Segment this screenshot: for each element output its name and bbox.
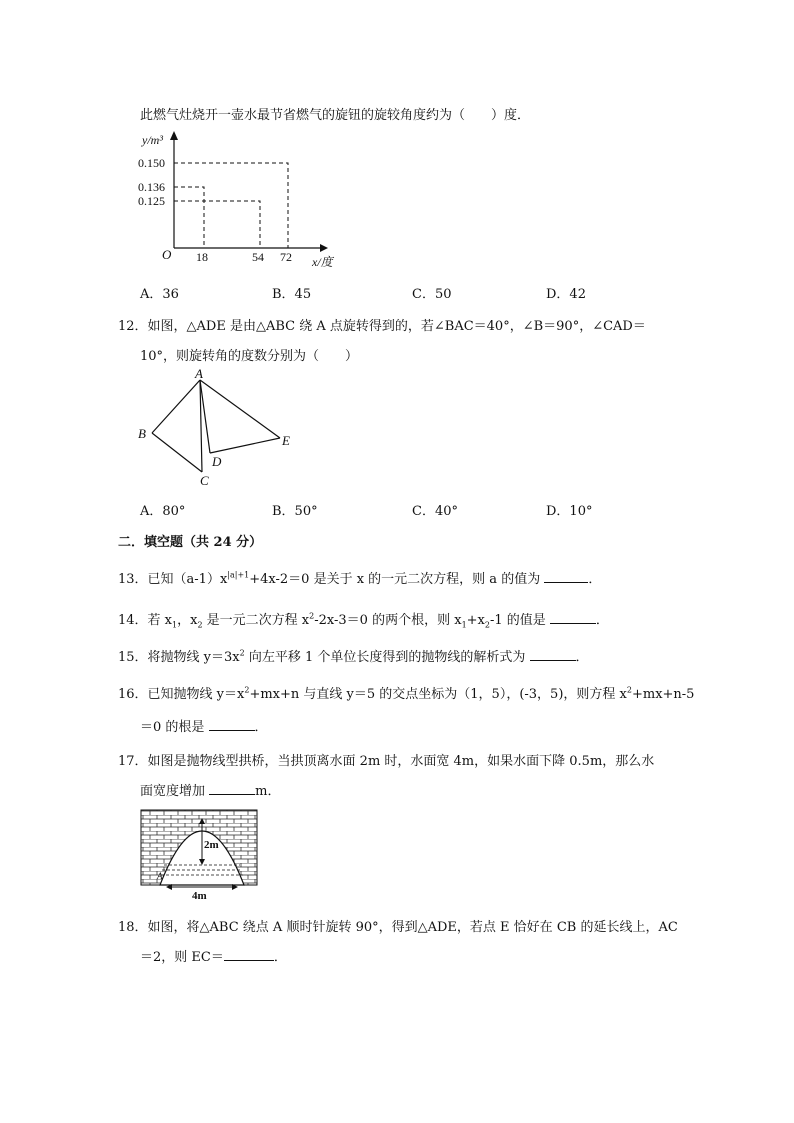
q17-text: 面宽度增加 xyxy=(140,784,206,799)
q15-text: 15．将抛物线 y＝3x xyxy=(118,650,240,665)
option-d[interactable]: D．42 xyxy=(546,287,586,302)
q16-line2 xyxy=(140,716,268,735)
option-b[interactable]: B．45 xyxy=(272,287,312,302)
q13-end: ． xyxy=(588,572,602,587)
q14 xyxy=(118,609,609,630)
point-a-label: A xyxy=(157,871,163,881)
option-c[interactable]: C．50 xyxy=(412,287,452,302)
section-title: 二．填空题（共 24 分） xyxy=(118,535,263,550)
option-c[interactable]: C．40° xyxy=(412,504,458,519)
q12-figure xyxy=(130,365,310,490)
guide-72 xyxy=(174,163,288,248)
point-e-label: E xyxy=(282,433,290,448)
q15-end: ． xyxy=(575,650,589,665)
option-a[interactable]: A．36 xyxy=(140,287,179,302)
y-axis-label: y/m³ xyxy=(142,133,163,147)
segment-de xyxy=(210,438,280,453)
segment-ae xyxy=(200,380,280,438)
q14-answer-blank[interactable] xyxy=(550,610,596,624)
q18-line1: 18．如图，将△ABC 绕点 A 顺时针旋转 90°，得到△ADE，若点 E 恰好在 CB 的延长线上，AC xyxy=(118,920,678,935)
q14-end: ． xyxy=(595,613,609,628)
q14-sup: 2 xyxy=(309,611,315,621)
q17-line1: 17．如图是抛物线型拱桥，当拱顶离水面 2m 时，水面宽 4m，如果水面下降 0.5m，那么水 xyxy=(118,754,655,769)
point-c-label: C xyxy=(200,473,209,488)
q14-sub: 2 xyxy=(484,620,490,630)
segment-ab xyxy=(152,380,200,433)
q16-text: ＝0 的根是 xyxy=(140,720,205,735)
q14-text: +x xyxy=(466,613,485,628)
q17-line2 xyxy=(140,780,280,799)
point-d-label: D xyxy=(212,454,222,469)
q14-text: -1 的值是 xyxy=(489,613,546,628)
q16-text: 16．已知抛物线 y＝x xyxy=(118,687,245,702)
q14-sub: 1 xyxy=(172,620,178,630)
q18-answer-blank[interactable] xyxy=(224,947,274,961)
q17-unit: m． xyxy=(255,784,281,799)
x-tick: 18 xyxy=(196,250,208,264)
y-tick: 0.136 xyxy=(138,180,165,194)
q14-sub: 1 xyxy=(461,620,467,630)
y-tick: 0.125 xyxy=(138,194,165,208)
q14-sub: 2 xyxy=(197,620,203,630)
x-axis-arrow xyxy=(320,244,328,252)
point-a-label: A xyxy=(195,366,203,381)
q18-line2 xyxy=(140,946,287,965)
q16-sup: 2 xyxy=(626,685,632,695)
option-d[interactable]: D．10° xyxy=(546,504,593,519)
option-a[interactable]: A．80° xyxy=(140,504,186,519)
q16-text: +mx+n-5 xyxy=(631,687,695,702)
point-b-label: B xyxy=(138,426,146,441)
y-axis-arrow xyxy=(170,131,178,140)
q14-text: 14．若 x xyxy=(118,613,173,628)
option-b[interactable]: B．50° xyxy=(272,504,318,519)
q17-bridge-figure xyxy=(140,807,260,902)
q13 xyxy=(118,568,601,587)
q18-end: ． xyxy=(273,950,287,965)
q15 xyxy=(118,646,589,665)
q15-text: 向左平移 1 个单位长度得到的抛物线的解析式为 xyxy=(244,650,526,665)
q12-line1: 12．如图，△ADE 是由△ABC 绕 A 点旋转得到的，若∠BAC＝40°，∠B＝90°，∠CAD＝ xyxy=(118,319,646,334)
q14-text: 是一元二次方程 x xyxy=(202,613,310,628)
q18-text: ＝2，则 EC＝ xyxy=(140,950,224,965)
q16-text: +mx+n 与直线 y＝5 的交点坐标为（1，5），(-3，5)，则方程 x xyxy=(249,687,627,702)
q13-text: 13．已知（a-1）x xyxy=(118,572,228,587)
q16-end: ． xyxy=(254,720,268,735)
q13-exponent: |a|+1 xyxy=(227,570,250,580)
q16-answer-blank[interactable] xyxy=(209,717,255,731)
q17-answer-blank[interactable] xyxy=(209,781,255,795)
height-label: 2m xyxy=(204,839,219,851)
q11-graph xyxy=(130,128,370,273)
q13-text: +4x-2＝0 是关于 x 的一元二次方程，则 a 的值为 xyxy=(249,572,541,587)
guide-54 xyxy=(174,201,260,248)
x-tick: 54 xyxy=(252,250,264,264)
q15-answer-blank[interactable] xyxy=(530,647,576,661)
q16-sup: 2 xyxy=(244,685,250,695)
y-tick: 0.150 xyxy=(138,156,165,170)
guide-18 xyxy=(174,187,204,248)
q14-text: ，x xyxy=(177,613,198,628)
q16-line1 xyxy=(118,683,694,702)
origin-label: O xyxy=(162,247,172,262)
q12-line2: 10°，则旋转角的度数分别为（ ） xyxy=(140,349,359,364)
x-axis-label: x/度 xyxy=(312,255,333,269)
q11-stem: 此燃气灶烧开一壶水最节省燃气的旋钮的旋较角度约为（ ）度． xyxy=(140,108,531,123)
q14-text: -2x-3＝0 的两个根，则 x xyxy=(314,613,462,628)
q15-sup: 2 xyxy=(239,648,245,658)
q13-answer-blank[interactable] xyxy=(544,569,588,583)
segment-bc xyxy=(152,433,202,472)
width-label: 4m xyxy=(192,890,207,902)
x-tick: 72 xyxy=(280,250,292,264)
